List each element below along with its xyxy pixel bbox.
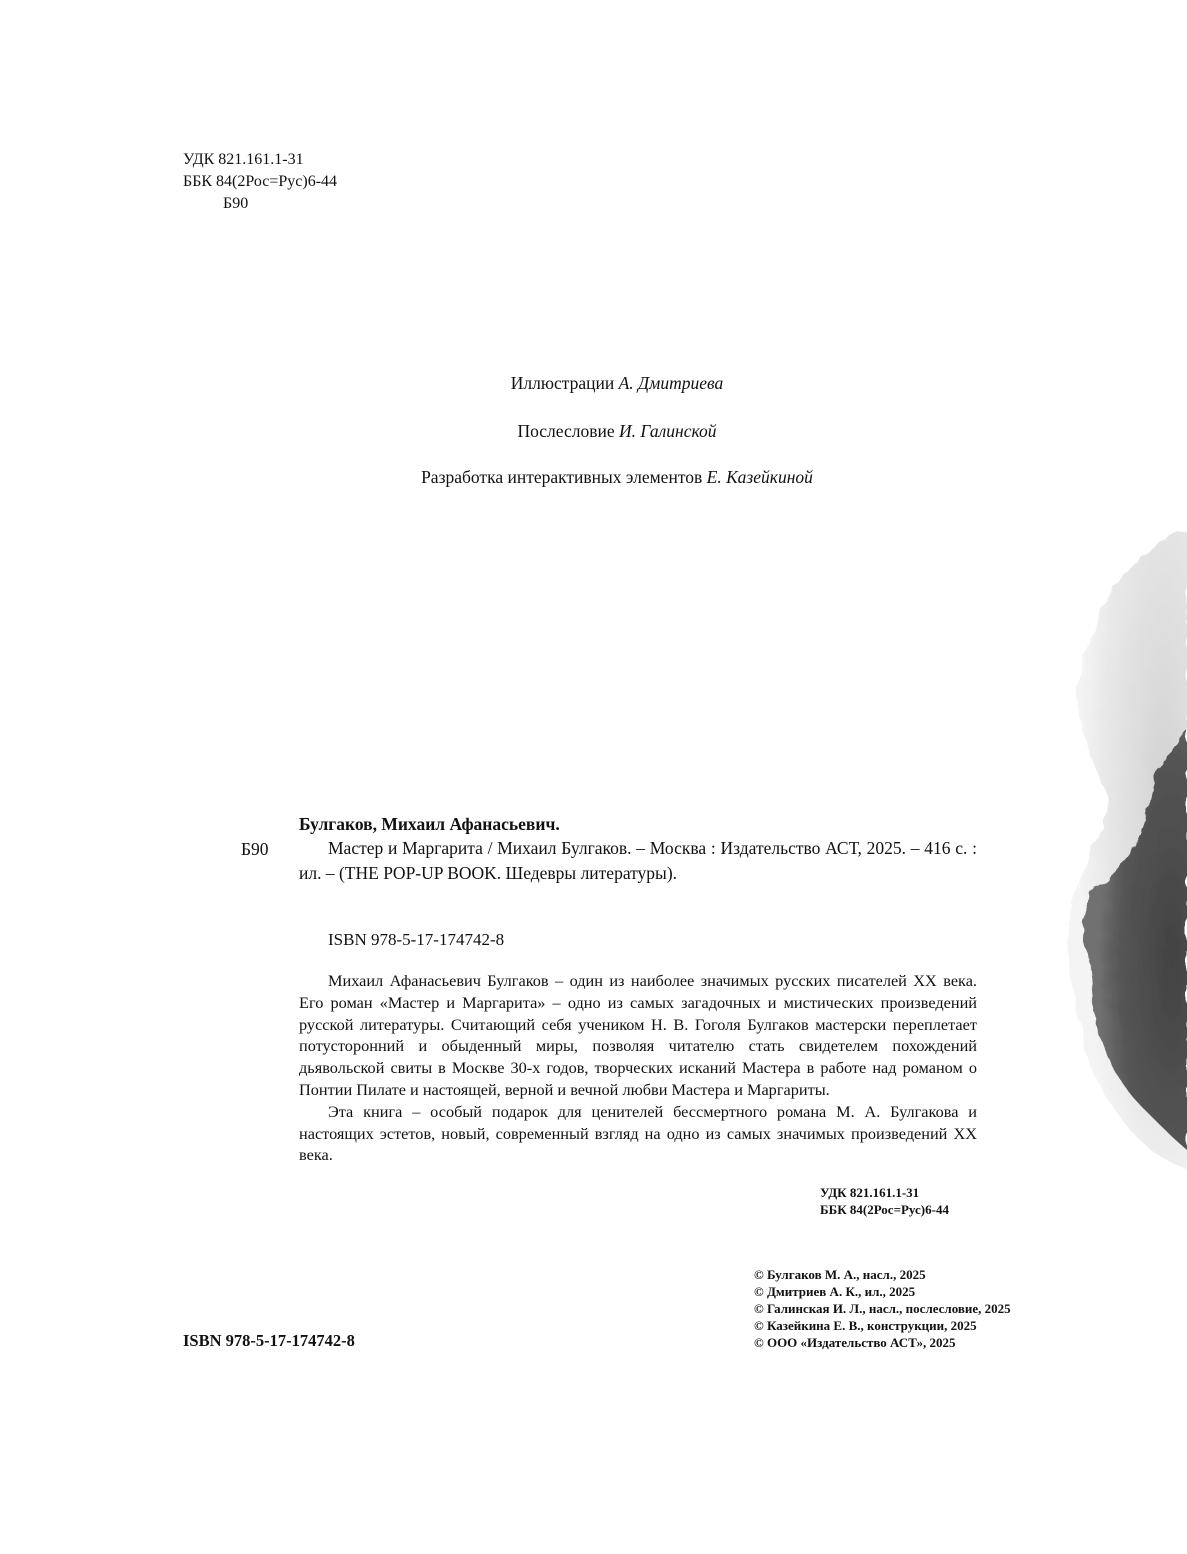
copyright-line: © Галинская И. Л., насл., послесловие, 2025 xyxy=(754,1301,1011,1316)
credit-interactive xyxy=(0,465,1187,489)
credit-name: Е. Казейкиной xyxy=(706,467,813,487)
classification-bottom xyxy=(820,1184,949,1218)
copyright-line: © Казейкина Е. В., конструкции, 2025 xyxy=(754,1318,977,1333)
bibliographic-description: Мастер и Маргарита / Михаил Булгаков. – Москва : Издательство АСТ, 2025. – 416 с. : ил. – (THE POP-UP BOOK. Шедевры литературы). xyxy=(299,838,977,883)
credit-role: Послесловие xyxy=(517,421,615,441)
credit-illustrations xyxy=(0,371,1187,395)
author-mark-code: Б90 xyxy=(241,839,269,859)
classification-top xyxy=(183,149,337,215)
credit-name: А. Дмитриева xyxy=(618,373,724,393)
credit-role: Разработка интерактивных элементов xyxy=(421,467,703,487)
copyright-line: © Дмитриев А. К., ил., 2025 xyxy=(754,1284,916,1299)
bbk-code: ББК 84(2Рос=Рус)6-44 xyxy=(820,1202,949,1217)
author-heading: Булгаков, Михаил Афанасьевич. xyxy=(299,814,560,834)
annotation xyxy=(299,970,977,1166)
credit-name: И. Галинской xyxy=(619,421,717,441)
isbn-record: ISBN 978-5-17-174742-8 xyxy=(328,930,505,949)
copyright-line: © ООО «Издательство АСТ», 2025 xyxy=(754,1335,956,1350)
credit-role: Иллюстрации xyxy=(510,373,615,393)
annotation-paragraph: Михаил Афанасьевич Булгаков – один из наиболее значимых русских писателей XX века. Его роман «Мастер и Маргарита» – одно из самых загадочных и мистических произведений русской литературы. Считающий себя учеником Н. В. Гоголя Булгаков мастерски переплетает потусторонний и обыденный миры, позволяя читателю стать свидетелем похождений дьявольской свиты в Москве 30-х годов, творческих исканий Мастера в работе над романом о Понтии Пилате и настоящей, верной и вечной любви Мастера и Маргариты. xyxy=(299,971,977,1099)
author-mark: Б90 xyxy=(223,195,249,212)
annotation-paragraph: Эта книга – особый подарок для ценителей бессмертного романа М. А. Булгакова и настоящих эстетов, новый, современный взгляд на одно из самых значимых произведений XX века. xyxy=(299,1101,977,1165)
udk-code: УДК 821.161.1-31 xyxy=(183,151,304,168)
ink-blot-decoration xyxy=(1020,500,1187,1220)
copyright-line: © Булгаков М. А., насл., 2025 xyxy=(754,1267,926,1282)
copyright-list xyxy=(754,1266,1011,1351)
credit-afterword xyxy=(0,419,1187,443)
bbk-code: ББК 84(2Рос=Рус)6-44 xyxy=(183,173,338,190)
isbn-bottom: ISBN 978-5-17-174742-8 xyxy=(183,1331,355,1350)
udk-code: УДК 821.161.1-31 xyxy=(820,1185,920,1200)
